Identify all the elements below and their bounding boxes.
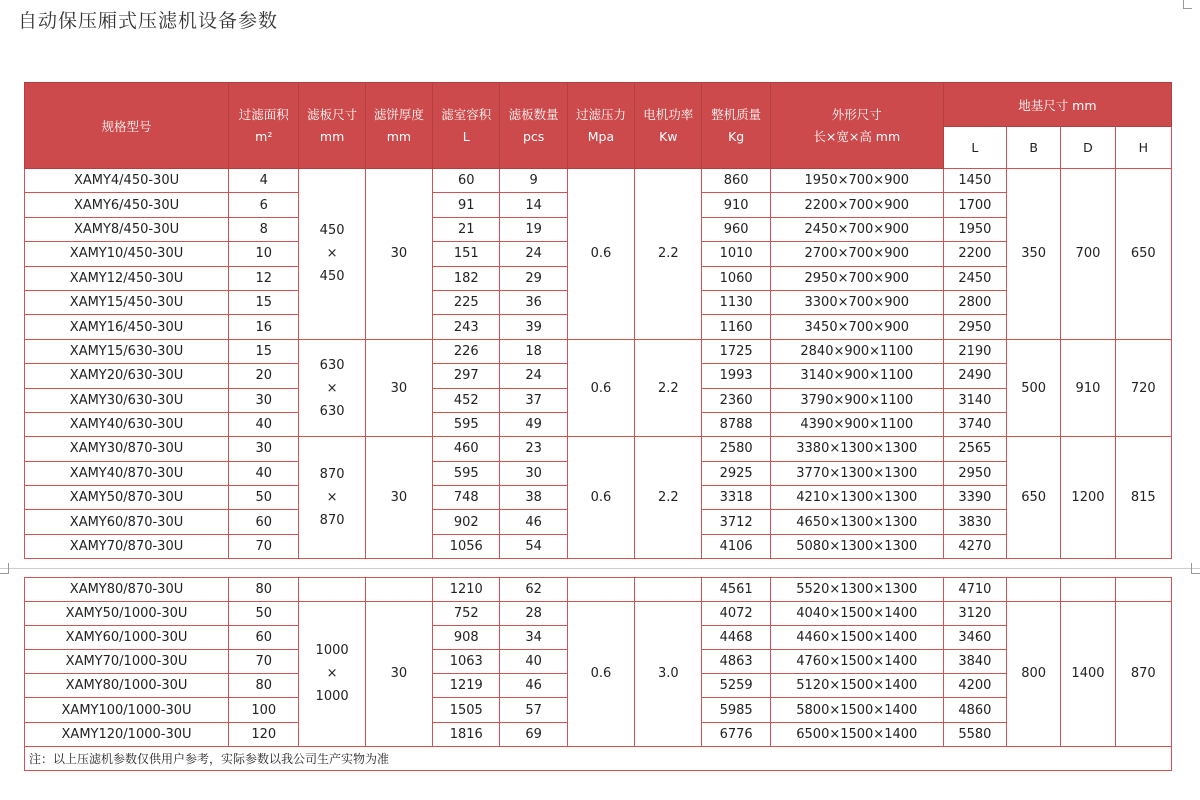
foundation-d-cell: 700 xyxy=(1061,169,1115,340)
volume-cell: 1063 xyxy=(433,650,500,674)
plate-count-cell: 40 xyxy=(500,650,567,674)
volume-cell: 752 xyxy=(433,602,500,626)
volume-cell: 21 xyxy=(433,217,500,241)
model-cell: XAMY80/1000-30U xyxy=(25,674,229,698)
pressure-cell: 0.6 xyxy=(567,169,634,340)
area-cell: 6 xyxy=(229,193,299,217)
volume-cell: 1210 xyxy=(433,578,500,602)
model-cell: XAMY12/450-30U xyxy=(25,266,229,290)
header-foundation-d: D xyxy=(1061,127,1115,169)
plate-size-part: 870 xyxy=(319,467,345,483)
plate-size-part: 630 xyxy=(319,403,345,419)
dimensions-cell: 2840×900×1100 xyxy=(770,339,943,363)
volume-cell: 595 xyxy=(433,412,500,436)
weight-cell: 960 xyxy=(702,217,770,241)
foundation-h-cell: 650 xyxy=(1115,169,1171,340)
model-cell: XAMY50/1000-30U xyxy=(25,602,229,626)
dimensions-cell: 3450×700×900 xyxy=(770,315,943,339)
foundation-l-cell: 5580 xyxy=(943,722,1006,746)
header-weight: 整机质量 Kg xyxy=(702,83,770,169)
motor-power-cell xyxy=(635,578,702,602)
weight-cell: 4561 xyxy=(702,578,770,602)
area-cell: 20 xyxy=(229,364,299,388)
plate-count-cell: 37 xyxy=(500,388,567,412)
cake-thickness-cell: 30 xyxy=(365,339,432,437)
plate-count-cell: 54 xyxy=(500,534,567,558)
foundation-h-cell: 815 xyxy=(1115,437,1171,559)
volume-cell: 460 xyxy=(433,437,500,461)
dimensions-cell: 2950×700×900 xyxy=(770,266,943,290)
foundation-l-cell: 1700 xyxy=(943,193,1006,217)
dimensions-cell: 2700×700×900 xyxy=(770,242,943,266)
weight-cell: 2360 xyxy=(702,388,770,412)
plate-count-cell: 36 xyxy=(500,290,567,314)
page-break-tick-left xyxy=(0,563,9,574)
plate-size-part: 450 xyxy=(319,269,345,285)
plate-size-cell xyxy=(299,437,365,559)
area-cell: 100 xyxy=(229,698,299,722)
table-row xyxy=(25,169,1172,193)
dimensions-cell: 5800×1500×1400 xyxy=(770,698,943,722)
weight-cell: 2925 xyxy=(702,461,770,485)
weight-cell: 1725 xyxy=(702,339,770,363)
foundation-l-cell: 3840 xyxy=(943,650,1006,674)
page-break-line xyxy=(0,568,1200,569)
dimensions-cell: 4460×1500×1400 xyxy=(770,626,943,650)
area-cell: 30 xyxy=(229,437,299,461)
foundation-l-cell: 3830 xyxy=(943,510,1006,534)
dimensions-cell: 5520×1300×1300 xyxy=(770,578,943,602)
dimensions-cell: 2450×700×900 xyxy=(770,217,943,241)
plate-count-cell: 24 xyxy=(500,242,567,266)
table-row xyxy=(25,578,1172,602)
area-cell: 50 xyxy=(229,602,299,626)
foundation-l-cell: 2950 xyxy=(943,461,1006,485)
plate-count-cell: 69 xyxy=(500,722,567,746)
cake-thickness-cell: 30 xyxy=(365,602,432,747)
header-cake-thickness: 滤饼厚度 mm xyxy=(365,83,432,169)
weight-cell: 2580 xyxy=(702,437,770,461)
area-cell: 40 xyxy=(229,461,299,485)
volume-cell: 1816 xyxy=(433,722,500,746)
plate-count-cell: 46 xyxy=(500,510,567,534)
table-row xyxy=(25,602,1172,626)
weight-cell: 1130 xyxy=(702,290,770,314)
area-cell: 10 xyxy=(229,242,299,266)
model-cell: XAMY10/450-30U xyxy=(25,242,229,266)
foundation-l-cell: 2200 xyxy=(943,242,1006,266)
foundation-l-cell: 2190 xyxy=(943,339,1006,363)
header-foundation-b: B xyxy=(1007,127,1061,169)
area-cell: 70 xyxy=(229,534,299,558)
dimensions-cell: 4390×900×1100 xyxy=(770,412,943,436)
foundation-l-cell: 1450 xyxy=(943,169,1006,193)
weight-cell: 5259 xyxy=(702,674,770,698)
motor-power-cell: 2.2 xyxy=(635,169,702,340)
volume-cell: 226 xyxy=(433,339,500,363)
plate-count-cell: 46 xyxy=(500,674,567,698)
table-row xyxy=(25,437,1172,461)
spec-table-continued-body xyxy=(25,578,1172,771)
foundation-h-cell xyxy=(1115,578,1171,602)
volume-cell: 908 xyxy=(433,626,500,650)
page-break-tick-right xyxy=(1191,563,1200,574)
plate-size-part: × xyxy=(326,246,338,262)
dimensions-cell: 6500×1500×1400 xyxy=(770,722,943,746)
area-cell: 70 xyxy=(229,650,299,674)
weight-cell: 4468 xyxy=(702,626,770,650)
pressure-cell xyxy=(567,578,634,602)
foundation-l-cell: 2565 xyxy=(943,437,1006,461)
area-cell: 8 xyxy=(229,217,299,241)
page-corner-mark xyxy=(1183,0,1192,9)
cake-thickness-cell: 30 xyxy=(365,437,432,559)
foundation-l-cell: 2800 xyxy=(943,290,1006,314)
header-foundation: 地基尺寸 mm xyxy=(943,83,1171,127)
area-cell: 40 xyxy=(229,412,299,436)
volume-cell: 60 xyxy=(433,169,500,193)
foundation-b-cell xyxy=(1007,578,1061,602)
area-cell: 60 xyxy=(229,510,299,534)
volume-cell: 1056 xyxy=(433,534,500,558)
plate-size-cell xyxy=(299,602,365,747)
model-cell: XAMY50/870-30U xyxy=(25,486,229,510)
volume-cell: 243 xyxy=(433,315,500,339)
weight-cell: 4863 xyxy=(702,650,770,674)
plate-count-cell: 19 xyxy=(500,217,567,241)
volume-cell: 452 xyxy=(433,388,500,412)
plate-size-cell xyxy=(299,578,365,602)
plate-size-cell xyxy=(299,339,365,437)
plate-size-part: 1000 xyxy=(315,689,349,705)
dimensions-cell: 4040×1500×1400 xyxy=(770,602,943,626)
dimensions-cell: 4760×1500×1400 xyxy=(770,650,943,674)
dimensions-cell: 4210×1300×1300 xyxy=(770,486,943,510)
model-cell: XAMY40/630-30U xyxy=(25,412,229,436)
model-cell: XAMY15/450-30U xyxy=(25,290,229,314)
volume-cell: 595 xyxy=(433,461,500,485)
foundation-l-cell: 4860 xyxy=(943,698,1006,722)
volume-cell: 748 xyxy=(433,486,500,510)
header-area: 过滤面积 m² xyxy=(229,83,299,169)
spec-table-continued xyxy=(24,577,1172,771)
plate-count-cell: 30 xyxy=(500,461,567,485)
foundation-b-cell: 650 xyxy=(1007,437,1061,559)
pressure-cell: 0.6 xyxy=(567,602,634,747)
area-cell: 12 xyxy=(229,266,299,290)
header-foundation-h: H xyxy=(1115,127,1171,169)
foundation-l-cell: 3390 xyxy=(943,486,1006,510)
foundation-l-cell: 3740 xyxy=(943,412,1006,436)
dimensions-cell: 5120×1500×1400 xyxy=(770,674,943,698)
dimensions-cell: 4650×1300×1300 xyxy=(770,510,943,534)
dimensions-cell: 3770×1300×1300 xyxy=(770,461,943,485)
plate-size-part: × xyxy=(326,490,338,506)
header-plate-count: 滤板数量 pcs xyxy=(500,83,567,169)
spec-table-body xyxy=(25,169,1172,559)
dimensions-cell: 3790×900×1100 xyxy=(770,388,943,412)
area-cell: 80 xyxy=(229,674,299,698)
area-cell: 15 xyxy=(229,290,299,314)
plate-size-part: × xyxy=(326,666,338,682)
plate-count-cell: 39 xyxy=(500,315,567,339)
motor-power-cell: 2.2 xyxy=(635,437,702,559)
plate-size-part: × xyxy=(326,380,338,396)
volume-cell: 182 xyxy=(433,266,500,290)
note-row xyxy=(25,746,1172,770)
dimensions-cell: 3300×700×900 xyxy=(770,290,943,314)
foundation-l-cell: 4270 xyxy=(943,534,1006,558)
dimensions-cell: 5080×1300×1300 xyxy=(770,534,943,558)
model-cell: XAMY4/450-30U xyxy=(25,169,229,193)
foundation-d-cell xyxy=(1061,578,1115,602)
foundation-l-cell: 1950 xyxy=(943,217,1006,241)
plate-count-cell: 57 xyxy=(500,698,567,722)
foundation-b-cell: 500 xyxy=(1007,339,1061,437)
foundation-d-cell: 910 xyxy=(1061,339,1115,437)
weight-cell: 860 xyxy=(702,169,770,193)
area-cell: 30 xyxy=(229,388,299,412)
area-cell: 50 xyxy=(229,486,299,510)
plate-count-cell: 24 xyxy=(500,364,567,388)
weight-cell: 3712 xyxy=(702,510,770,534)
weight-cell: 1060 xyxy=(702,266,770,290)
plate-count-cell: 14 xyxy=(500,193,567,217)
page-title: 自动保压厢式压滤机设备参数 xyxy=(18,10,279,32)
cake-thickness-cell xyxy=(365,578,432,602)
area-cell: 15 xyxy=(229,339,299,363)
volume-cell: 1219 xyxy=(433,674,500,698)
header-model: 规格型号 xyxy=(25,83,229,169)
dimensions-cell: 1950×700×900 xyxy=(770,169,943,193)
model-cell: XAMY8/450-30U xyxy=(25,217,229,241)
dimensions-cell: 2200×700×900 xyxy=(770,193,943,217)
pressure-cell: 0.6 xyxy=(567,437,634,559)
motor-power-cell: 2.2 xyxy=(635,339,702,437)
area-cell: 120 xyxy=(229,722,299,746)
foundation-l-cell: 2450 xyxy=(943,266,1006,290)
header-plate-size: 滤板尺寸 mm xyxy=(299,83,365,169)
foundation-h-cell: 720 xyxy=(1115,339,1171,437)
header-chamber-volume: 滤室容积 L xyxy=(433,83,500,169)
cake-thickness-cell: 30 xyxy=(365,169,432,340)
foundation-l-cell: 2950 xyxy=(943,315,1006,339)
foundation-d-cell: 1200 xyxy=(1061,437,1115,559)
volume-cell: 902 xyxy=(433,510,500,534)
volume-cell: 225 xyxy=(433,290,500,314)
plate-size-cell xyxy=(299,169,365,340)
model-cell: XAMY70/870-30U xyxy=(25,534,229,558)
foundation-b-cell: 350 xyxy=(1007,169,1061,340)
plate-count-cell: 62 xyxy=(500,578,567,602)
weight-cell: 910 xyxy=(702,193,770,217)
weight-cell: 5985 xyxy=(702,698,770,722)
volume-cell: 297 xyxy=(433,364,500,388)
header-dimensions: 外形尺寸 长×宽×高 mm xyxy=(770,83,943,169)
area-cell: 60 xyxy=(229,626,299,650)
motor-power-cell: 3.0 xyxy=(635,602,702,747)
model-cell: XAMY120/1000-30U xyxy=(25,722,229,746)
model-cell: XAMY60/870-30U xyxy=(25,510,229,534)
plate-size-part: 1000 xyxy=(315,643,349,659)
weight-cell: 1993 xyxy=(702,364,770,388)
weight-cell: 8788 xyxy=(702,412,770,436)
weight-cell: 1160 xyxy=(702,315,770,339)
foundation-h-cell: 870 xyxy=(1115,602,1171,747)
weight-cell: 4072 xyxy=(702,602,770,626)
foundation-l-cell: 3120 xyxy=(943,602,1006,626)
model-cell: XAMY70/1000-30U xyxy=(25,650,229,674)
plate-size-part: 630 xyxy=(319,357,345,373)
foundation-l-cell: 3140 xyxy=(943,388,1006,412)
area-cell: 16 xyxy=(229,315,299,339)
plate-size-part: 450 xyxy=(319,223,345,239)
footnote: 注：以上压滤机参数仅供用户参考，实际参数以我公司生产实物为准 xyxy=(25,746,1172,770)
plate-count-cell: 23 xyxy=(500,437,567,461)
header-pressure: 过滤压力 Mpa xyxy=(567,83,634,169)
plate-count-cell: 38 xyxy=(500,486,567,510)
weight-cell: 4106 xyxy=(702,534,770,558)
model-cell: XAMY80/870-30U xyxy=(25,578,229,602)
dimensions-cell: 3140×900×1100 xyxy=(770,364,943,388)
model-cell: XAMY15/630-30U xyxy=(25,339,229,363)
model-cell: XAMY40/870-30U xyxy=(25,461,229,485)
weight-cell: 1010 xyxy=(702,242,770,266)
foundation-l-cell: 3460 xyxy=(943,626,1006,650)
dimensions-cell: 3380×1300×1300 xyxy=(770,437,943,461)
foundation-b-cell: 800 xyxy=(1007,602,1061,747)
plate-count-cell: 28 xyxy=(500,602,567,626)
weight-cell: 6776 xyxy=(702,722,770,746)
area-cell: 4 xyxy=(229,169,299,193)
foundation-l-cell: 4710 xyxy=(943,578,1006,602)
volume-cell: 91 xyxy=(433,193,500,217)
spec-table xyxy=(24,82,1172,559)
volume-cell: 151 xyxy=(433,242,500,266)
header-foundation-l: L xyxy=(943,127,1006,169)
header-motor-power: 电机功率 Kw xyxy=(635,83,702,169)
model-cell: XAMY30/630-30U xyxy=(25,388,229,412)
model-cell: XAMY20/630-30U xyxy=(25,364,229,388)
foundation-l-cell: 2490 xyxy=(943,364,1006,388)
plate-count-cell: 34 xyxy=(500,626,567,650)
model-cell: XAMY16/450-30U xyxy=(25,315,229,339)
plate-count-cell: 49 xyxy=(500,412,567,436)
table-row xyxy=(25,339,1172,363)
model-cell: XAMY6/450-30U xyxy=(25,193,229,217)
foundation-l-cell: 4200 xyxy=(943,674,1006,698)
pressure-cell: 0.6 xyxy=(567,339,634,437)
plate-count-cell: 9 xyxy=(500,169,567,193)
weight-cell: 3318 xyxy=(702,486,770,510)
plate-count-cell: 18 xyxy=(500,339,567,363)
volume-cell: 1505 xyxy=(433,698,500,722)
model-cell: XAMY30/870-30U xyxy=(25,437,229,461)
plate-size-part: 870 xyxy=(319,513,345,529)
area-cell: 80 xyxy=(229,578,299,602)
model-cell: XAMY100/1000-30U xyxy=(25,698,229,722)
foundation-d-cell: 1400 xyxy=(1061,602,1115,747)
plate-count-cell: 29 xyxy=(500,266,567,290)
model-cell: XAMY60/1000-30U xyxy=(25,626,229,650)
